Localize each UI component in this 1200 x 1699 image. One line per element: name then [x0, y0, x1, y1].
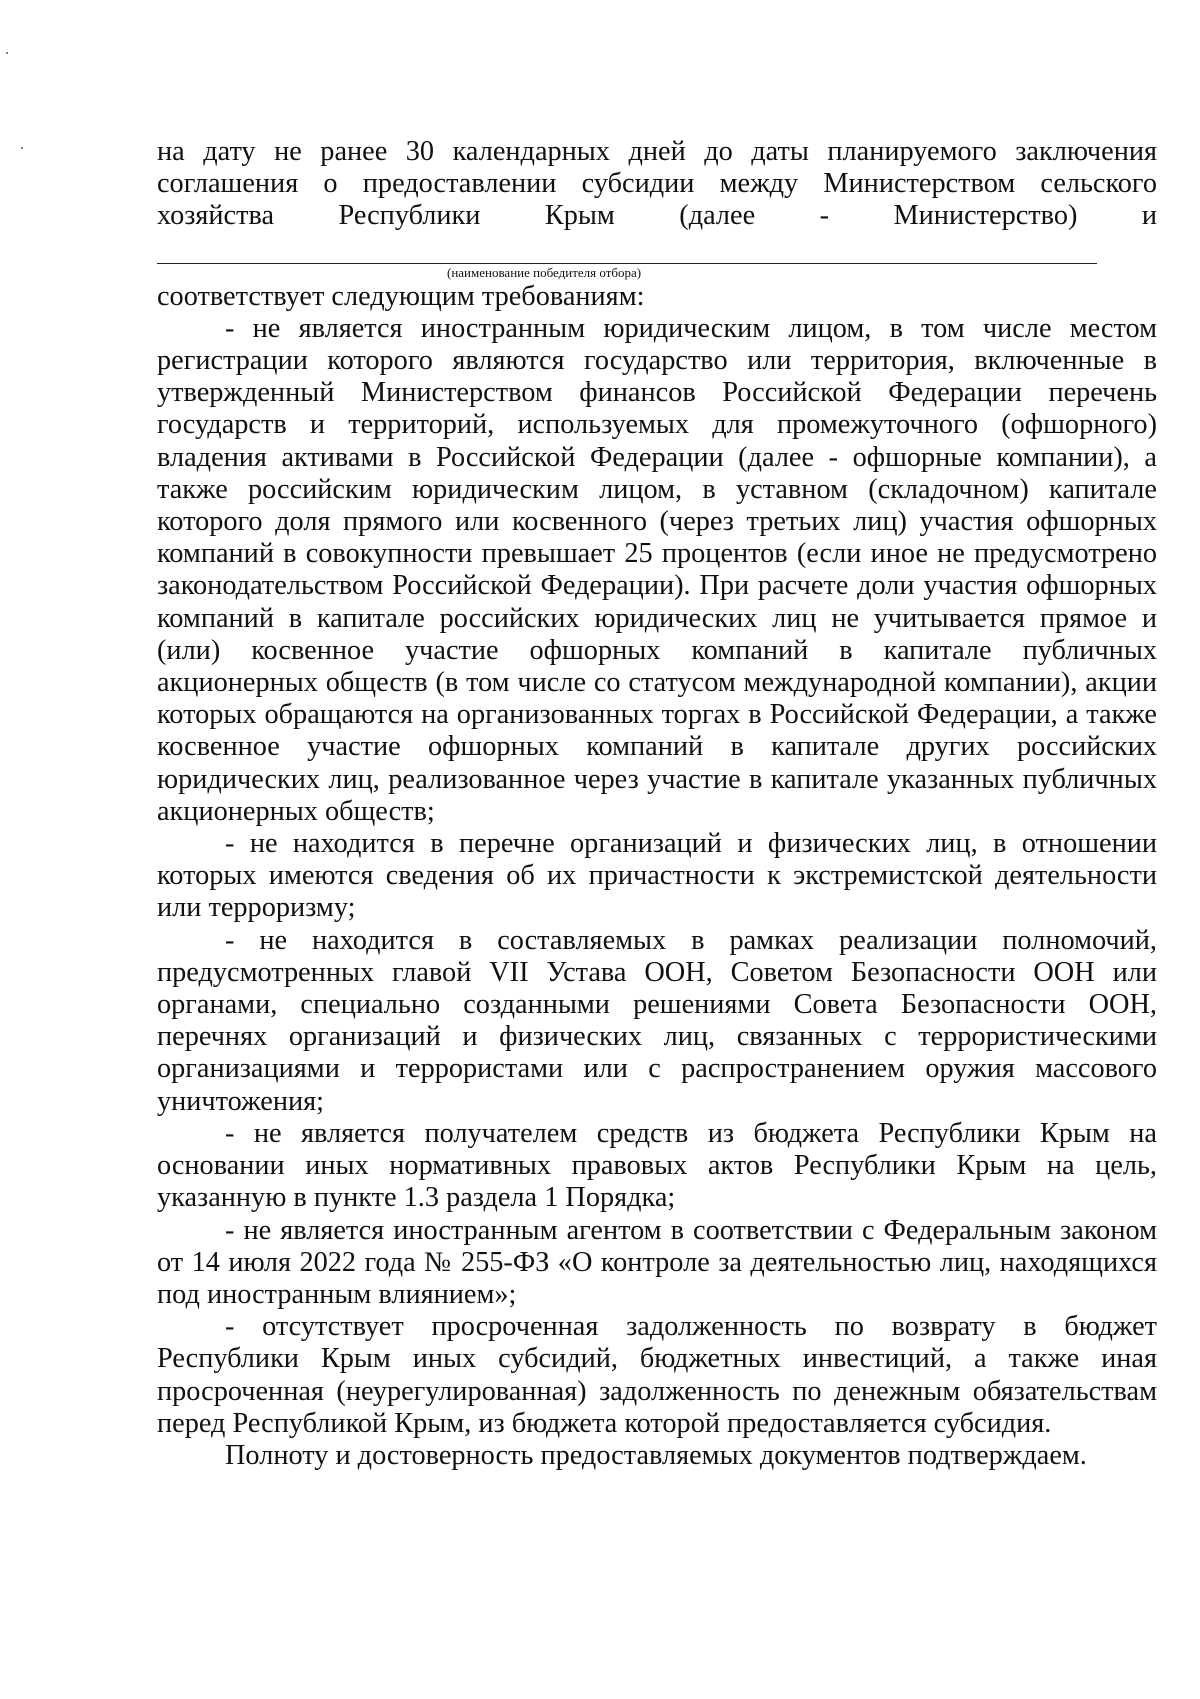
blank-underline: [157, 263, 1097, 264]
recipient-name-blank: [157, 239, 1157, 280]
intro-paragraph: на дату не ранее 30 календарных дней до даты планируемого заключения соглашения о предоставлении субсидии между Министерством сельского хозяйства Республики Крым (далее - Министерство) и: [157, 136, 1157, 232]
scan-speck: [6, 52, 8, 54]
requirement-item: - не находится в перечне организаций и физических лиц, в отношении которых имеются сведения об их причастности к экстремистской деятельности или терроризму;: [157, 828, 1157, 924]
requirement-item: - не является иностранным юридическим лицом, в том числе местом регистрации которого являются государство или территория, включенные в утвержденный Министерством финансов Российской Федерации перечень государств и территорий, используемых для промежуточного (офшорного) владения активами в Российской Федерации (далее - офшорные компании), а также российским юридическим лицом, в уставном (складочном) капитале которого доля прямого или косвенного (через третьих лиц) участия офшорных компаний в совокупности превышает 25 процентов (если иное не предусмотрено законодательством Российской Федерации). При расчете доли участия офшорных компаний в капитале российских юридических лиц не учитывается прямое и (или) косвенное участие офшорных компаний в капитале публичных акционерных обществ (в том числе со статусом международной компании), акции которых обращаются на организованных торгах в Российской Федерации, а также косвенное участие офшорных компаний в капитале других российских юридических лиц, реализованное через участие в капитале указанных публичных акционерных обществ;: [157, 312, 1157, 827]
requirement-item: - не является получателем средств из бюджета Республики Крым на основании иных нормативных правовых актов Республики Крым на цель, указанную в пункте 1.3 раздела 1 Порядка;: [157, 1117, 1157, 1214]
document-body: [157, 136, 1157, 1472]
requirement-item: - отсутствует просроченная задолженность по возврату в бюджет Республики Крым иных субсидий, бюджетных инвестиций, а также иная просроченная (неурегулированная) задолженность по денежным обязательствам перед Республикой Крым, из бюджета которой предоставляется субсидия.: [157, 1311, 1157, 1439]
compliance-lead: соответствует следующим требованиям:: [157, 280, 645, 312]
scan-speck: [21, 147, 23, 149]
requirement-item: - не находится в составляемых в рамках реализации полномочий, предусмотренных главой VII Устава ООН, Советом Безопасности ООН или органами, специально созданными решениями Совета Безопасности ООН, перечнях организаций и физических лиц, связанных с террористическими организациями и террористами или с распространением оружия массового уничтожения;: [157, 924, 1157, 1117]
blank-caption: (наименование победителя отбора): [447, 264, 642, 280]
closing-statement: Полноту и достоверность предоставляемых документов подтверждаем.: [225, 1439, 1087, 1471]
requirement-item: - не является иностранным агентом в соответствии с Федеральным законом от 14 июля 2022 года № 255-ФЗ «О контроле за деятельностью лиц, находящихся под иностранным влиянием»;: [157, 1214, 1157, 1310]
